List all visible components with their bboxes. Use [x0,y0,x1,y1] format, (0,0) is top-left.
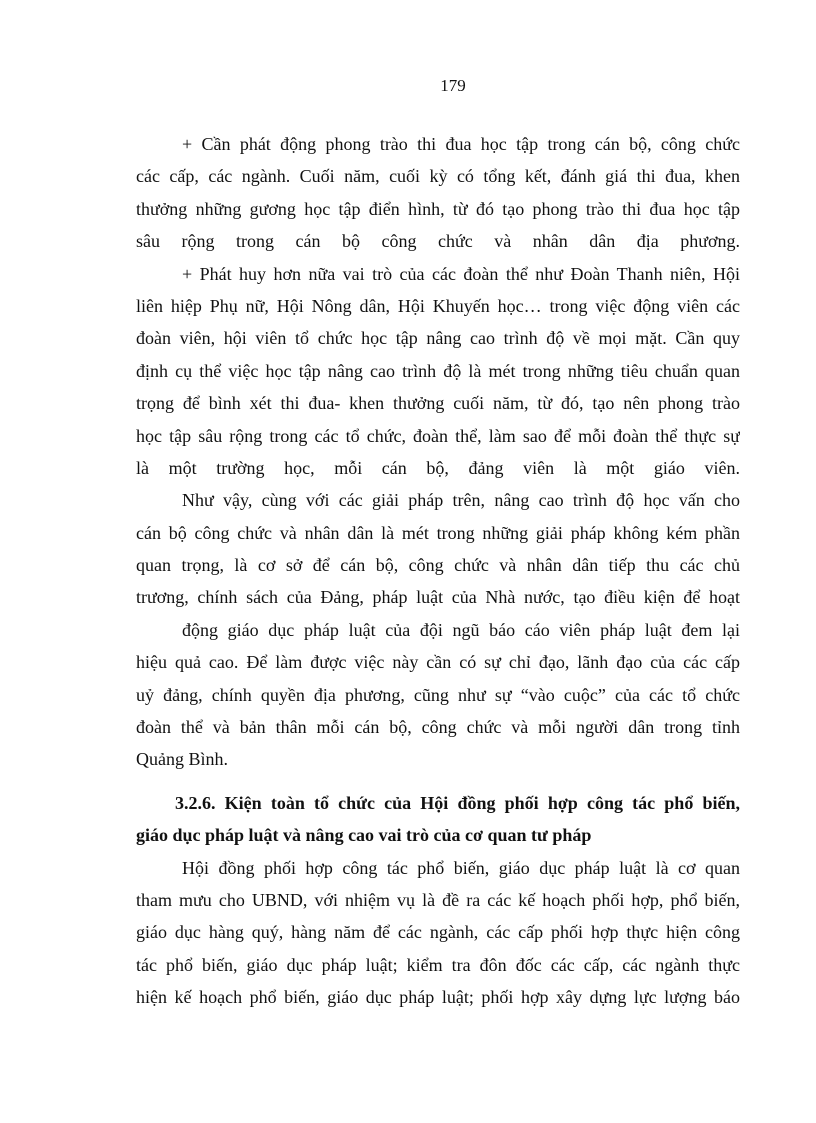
text-line: thưởng những gương học tập điển hình, từ đó tạo phong trào thi đua học tập [136,198,740,219]
text-line: Quảng Bình. [136,749,228,770]
text-line: liên hiệp Phụ nữ, Hội Nông dân, Hội Khuyến học… trong việc động viên các [136,295,740,316]
paragraph [136,128,740,258]
text-line: trương, chính sách của Đảng, pháp luật của Nhà nước, tạo điều kiện để hoạt [136,587,740,608]
text-line: đoàn viên, hội viên tổ chức học tập nâng cao trình độ về mọi mặt. Cần quy [136,328,740,349]
text-line: + Phát huy hơn nữa vai trò của các đoàn thể như Đoàn Thanh niên, Hội [182,263,740,284]
text-line: giáo dục hàng quý, hàng năm để các ngành, các cấp phối hợp thực hiện công [136,922,740,943]
text-line: + Cần phát động phong trào thi đua học tập trong cán bộ, công chức [182,134,740,154]
paragraph [136,852,740,1014]
text-line: tác phổ biến, giáo dục pháp luật; kiểm tra đôn đốc các cấp, các ngành thực [136,954,740,975]
text-line: cán bộ công chức và nhân dân là mét trong những giải pháp không kém phần [136,522,740,543]
text-line: định cụ thể việc học tập nâng cao trình độ là mét trong những tiêu chuẩn quan [136,360,740,381]
text-line: Hội đồng phối hợp công tác phổ biến, giáo dục pháp luật là cơ quan [182,857,740,878]
text-line: là một trường học, mỗi cán bộ, đảng viên là một giáo viên. [136,457,740,478]
text-line: tham mưu cho UBND, với nhiệm vụ là đề ra các kế hoạch phối hợp, phổ biến, [136,889,740,910]
text-line: đoàn thể và bản thân mỗi cán bộ, công chức và mỗi người dân trong tỉnh [136,717,740,738]
text-line: học tập sâu rộng trong các tổ chức, đoàn thể, làm sao để mỗi đoàn thể thực sự [136,425,740,446]
heading-line: 3.2.6. Kiện toàn tổ chức của Hội đồng phối hợp công tác phổ biến, [175,792,740,813]
text-line: động giáo dục pháp luật của đội ngũ báo cáo viên pháp luật đem lại [182,619,740,640]
text-line: trọng để bình xét thi đua- khen thưởng cuối năm, từ đó, tạo nên phong trào [136,393,740,414]
text-line: các cấp, các ngành. Cuối năm, cuối kỳ có tổng kết, đánh giá thi đua, khen [136,166,740,187]
section-heading [136,787,740,852]
text-line: Như vậy, cùng với các giải pháp trên, nâng cao trình độ học vấn cho [182,490,740,511]
text-line: sâu rộng trong cán bộ công chức và nhân dân địa phương. [136,231,740,252]
heading-line: giáo dục pháp luật và nâng cao vai trò của cơ quan tư pháp [136,825,592,846]
page-number: 179 [440,76,466,95]
document-body [136,128,740,1014]
text-line: quan trọng, là cơ sở để cán bộ, công chức và nhân dân tiếp thu các chủ [136,555,740,576]
text-line: uỷ đảng, chính quyền địa phương, cũng như sự “vào cuộc” của các tổ chức [136,684,740,705]
text-line: hiện kế hoạch phổ biến, giáo dục pháp luật; phối hợp xây dựng lực lượng báo [136,987,740,1008]
paragraph [136,484,740,776]
text-line: hiệu quả cao. Để làm được việc này cần có sự chỉ đạo, lãnh đạo của các cấp [136,652,740,673]
paragraph [136,258,740,485]
